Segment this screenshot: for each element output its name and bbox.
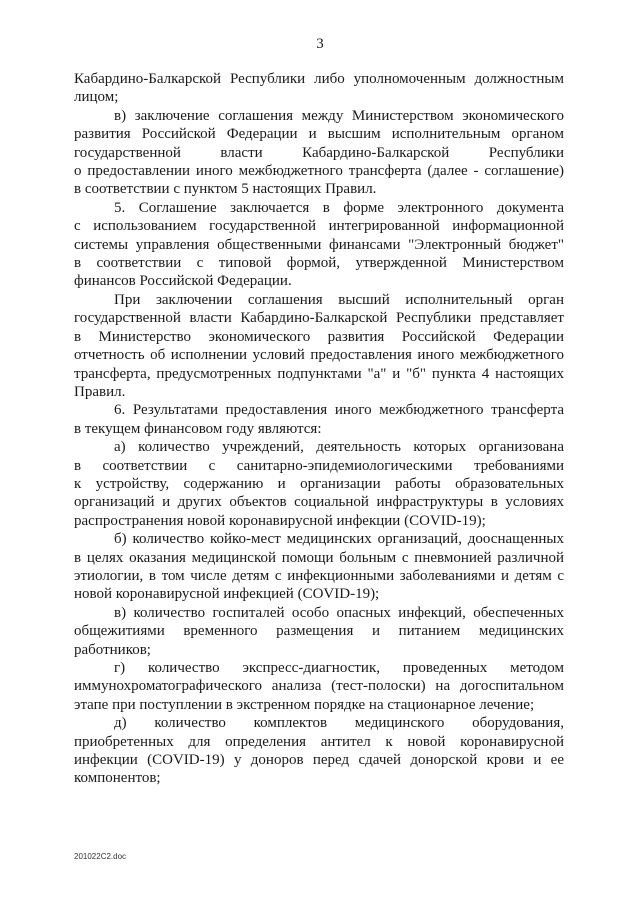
paragraph-line: государственной власти Кабардино-Балкарской Республики	[74, 144, 564, 161]
paragraph-line: с использованием государственной интегрированной информационной	[74, 218, 564, 235]
paragraph-line: этиологии, в том числе детям с инфекционными заболеваниями и детям с	[74, 567, 564, 584]
paragraph-line: в соответствии с санитарно-эпидемиологическими требованиями	[74, 457, 564, 474]
paragraph-line: работников;	[74, 641, 151, 658]
paragraph	[74, 714, 564, 788]
paragraph-line: о предоставлении иного межбюджетного трансферта (далее - соглашение)	[74, 163, 564, 180]
paragraph-line: государственной власти Кабардино-Балкарской Республики представляет	[74, 310, 564, 327]
paragraph-line: финансов Российской Федерации.	[74, 273, 292, 290]
paragraph-line: Правил.	[74, 383, 126, 400]
paragraph	[74, 401, 564, 438]
paragraph-line: развития Российской Федерации и высшим исполнительным органом	[74, 126, 564, 143]
footer-filename: 201022C2.doc	[74, 852, 127, 861]
paragraph-line: распространения новой коронавирусной инфекции (COVID-19);	[74, 512, 486, 529]
paragraph-line: б) количество койко-мест медицинских организаций, дооснащенных	[114, 531, 564, 548]
paragraph-line: инфекции (COVID-19) у доноров перед сдачей донорской крови и ее	[74, 752, 564, 769]
paragraph-line: в Министерство экономического развития Российской Федерации	[74, 328, 564, 345]
paragraph-line: иммунохроматографического анализа (тест-полоски) на догоспитальном	[74, 678, 564, 695]
document-body	[74, 70, 564, 788]
paragraph-line: г) количество экспресс-диагностик, проведенных методом	[114, 660, 564, 676]
paragraph-line: 5. Соглашение заключается в форме электронного документа	[114, 199, 564, 216]
paragraph	[74, 604, 564, 659]
paragraph-line: приобретенных для определения антител к новой коронавирусной	[74, 733, 564, 750]
paragraph	[74, 107, 564, 199]
paragraph-line: Кабардино-Балкарской Республики либо уполномоченным должностным	[74, 71, 564, 87]
paragraph-line: в целях оказания медицинской помощи больным с пневмонией различной	[74, 549, 564, 566]
paragraph-line: общежитиями временного размещения и питанием медицинских	[74, 623, 564, 640]
paragraph-line: При заключении соглашения высший исполнительный орган	[114, 291, 564, 308]
paragraph-line: отчетность об исполнении условий предоставления иного межбюджетного	[74, 347, 564, 364]
paragraph-line: организаций и других объектов социальной инфраструктуры в условиях	[74, 494, 564, 511]
paragraph-line: трансферта, предусмотренных подпунктами "а" и "б" пункта 4 настоящих	[74, 365, 564, 382]
paragraph-line: в соответствии с пунктом 5 настоящих Правил.	[74, 181, 377, 198]
paragraph-line: к устройству, содержанию и организации работы образовательных	[74, 475, 564, 492]
paragraph	[74, 438, 564, 530]
paragraph-line: д) количество комплектов медицинского оборудования,	[114, 715, 564, 732]
paragraph-line: компонентов;	[74, 770, 161, 787]
paragraph-line: в) заключение соглашения между Министерством экономического	[114, 107, 564, 124]
paragraph-line: системы управления общественными финансами "Электронный бюджет"	[74, 236, 564, 253]
paragraph	[74, 530, 564, 604]
paragraph-line: а) количество учреждений, деятельность которых организована	[114, 439, 564, 456]
paragraph	[74, 659, 564, 714]
paragraph	[74, 70, 564, 107]
paragraph-line: 6. Результатами предоставления иного межбюджетного трансферта	[114, 402, 564, 419]
paragraph-line: в) количество госпиталей особо опасных инфекций, обеспеченных	[114, 604, 564, 621]
paragraph	[74, 199, 564, 291]
paragraph-line: новой коронавирусной инфекцией (COVID-19);	[74, 586, 380, 603]
page-number: 3	[316, 36, 324, 52]
paragraph-line: лицом;	[74, 89, 119, 106]
paragraph-line: в текущем финансовом году являются:	[74, 420, 322, 437]
paragraph-line: этапе при поступлении в экстренном порядке на стационарное лечение;	[74, 696, 535, 713]
paragraph-line: в соответствии с типовой формой, утвержденной Министерством	[74, 255, 564, 272]
paragraph	[74, 291, 564, 401]
